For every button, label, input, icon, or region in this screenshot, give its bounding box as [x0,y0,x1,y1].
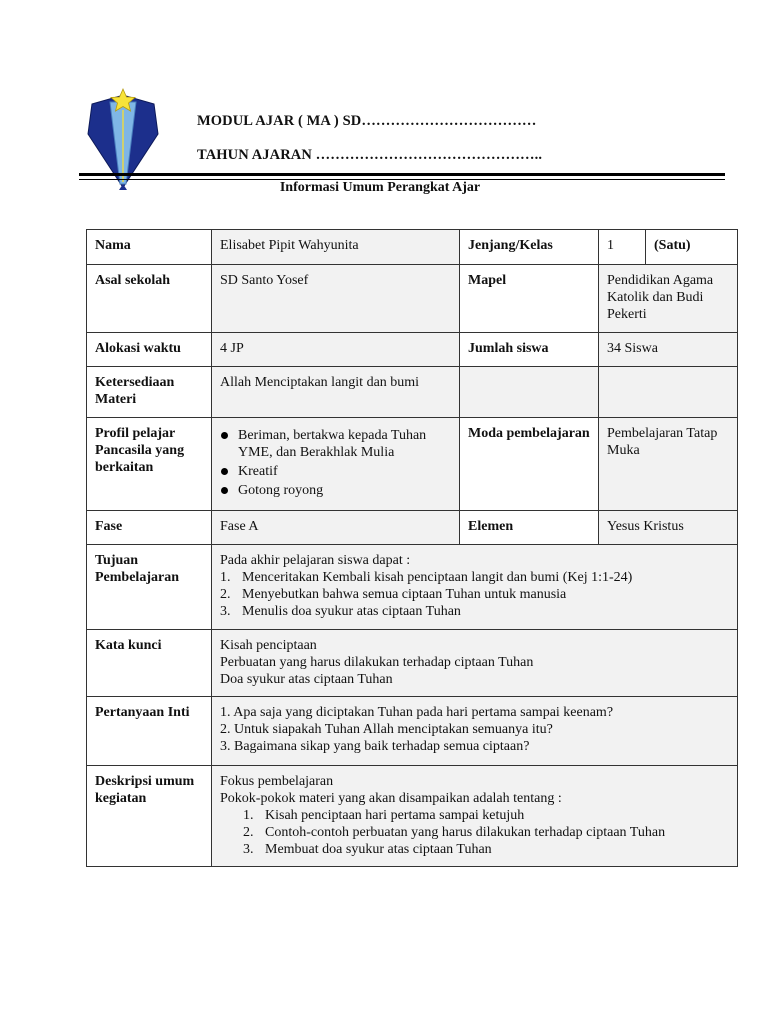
fase-value: Fase A [212,511,460,545]
materi-label: Ketersediaan Materi [87,367,212,418]
mapel-label: Mapel [460,265,599,333]
empty-cell [460,367,599,418]
alokasi-label: Alokasi waktu [87,333,212,367]
kunci-line: Perbuatan yang harus dilakukan terhadap ciptaan Tuhan [220,655,534,670]
profil-label: Profil pelajar Pancasila yang berkaitan [87,418,212,511]
profil-list [220,427,451,499]
mapel-value: Pendidikan Agama Katolik dan Budi Pekerti [599,265,738,333]
elemen-label: Elemen [460,511,599,545]
pertanyaan-line: 2. Untuk siapakah Tuhan Allah menciptakan semuanya itu? [220,722,553,737]
table-row [87,230,738,265]
moda-label: Moda pembelajaran [460,418,599,511]
table-row [87,265,738,333]
page-subtitle: Informasi Umum Perangkat Ajar [279,180,481,195]
moda-value: Pembelajaran Tatap Muka [599,418,738,511]
elemen-value: Yesus Kristus [599,511,738,545]
jumlah-label: Jumlah siswa [460,333,599,367]
kunci-label: Kata kunci [87,630,212,697]
asal-value: SD Santo Yosef [212,265,460,333]
table-row [87,367,738,418]
list-item: Kreatif [220,463,451,480]
tujuan-label: Tujuan Pembelajaran [87,545,212,630]
deskripsi-label: Deskripsi umum kegiatan [87,766,212,867]
school-year: TAHUN AJARAN ……………………………………….. [197,147,543,163]
deskripsi-list [220,807,729,858]
table-row [87,333,738,367]
kelas-value: 1 [599,230,646,265]
module-title: MODUL AJAR ( MA ) SD……………………………… [197,113,537,129]
pertanyaan-label: Pertanyaan Inti [87,697,212,766]
kunci-value [212,630,738,697]
materi-value: Allah Menciptakan langit dan bumi [212,367,460,418]
table-row [87,511,738,545]
table-row [87,630,738,697]
empty-cell [599,367,738,418]
table-row [87,418,738,511]
deskripsi-line: Pokok-pokok materi yang akan disampaikan adalah tentang : [220,791,562,806]
alokasi-value: 4 JP [212,333,460,367]
bullet-icon [221,487,228,494]
kelas-value-text: (Satu) [646,230,738,265]
list-item: Gotong royong [220,482,451,499]
jumlah-value: 34 Siswa [599,333,738,367]
list-item: 3. Membuat doa syukur atas ciptaan Tuhan [243,842,492,857]
deskripsi-line: Fokus pembelajaran [220,774,334,789]
asal-label: Asal sekolah [87,265,212,333]
table-row [87,766,738,867]
list-item: 1. Kisah penciptaan hari pertama sampai ketujuh [243,808,525,823]
nama-value: Elisabet Pipit Wahyunita [212,230,460,265]
header-rule [79,173,725,176]
pertanyaan-value [212,697,738,766]
list-item: 1. Menceritakan Kembali kisah penciptaan langit dan bumi (Kej 1:1-24) [220,570,633,585]
tujuan-intro: Pada akhir pelajaran siswa dapat : [220,553,411,568]
kunci-line: Doa syukur atas ciptaan Tuhan [220,672,393,687]
list-item: 2. Contoh-contoh perbuatan yang harus dilakukan terhadap ciptaan Tuhan [243,825,666,840]
info-table [86,229,738,867]
list-item: 3. Menulis doa syukur atas ciptaan Tuhan [220,604,461,619]
bullet-icon [221,468,228,475]
bullet-icon [221,432,228,439]
fase-label: Fase [87,511,212,545]
pertanyaan-line: 3. Bagaimana sikap yang baik terhadap semua ciptaan? [220,739,530,754]
kelas-label: Jenjang/Kelas [460,230,599,265]
list-item: 2. Menyebutkan bahwa semua ciptaan Tuhan untuk manusia [220,587,567,602]
table-row [87,545,738,630]
pertanyaan-line: 1. Apa saja yang diciptakan Tuhan pada hari pertama sampai keenam? [220,705,614,720]
table-row [87,697,738,766]
school-logo [84,86,162,194]
nama-label: Nama [87,230,212,265]
kunci-line: Kisah penciptaan [220,638,317,653]
tujuan-list [220,569,729,620]
list-item: Beriman, bertakwa kepada Tuhan YME, dan Berakhlak Mulia [220,427,451,461]
tujuan-value [212,545,738,630]
profil-value [212,418,460,511]
deskripsi-value [212,766,738,867]
